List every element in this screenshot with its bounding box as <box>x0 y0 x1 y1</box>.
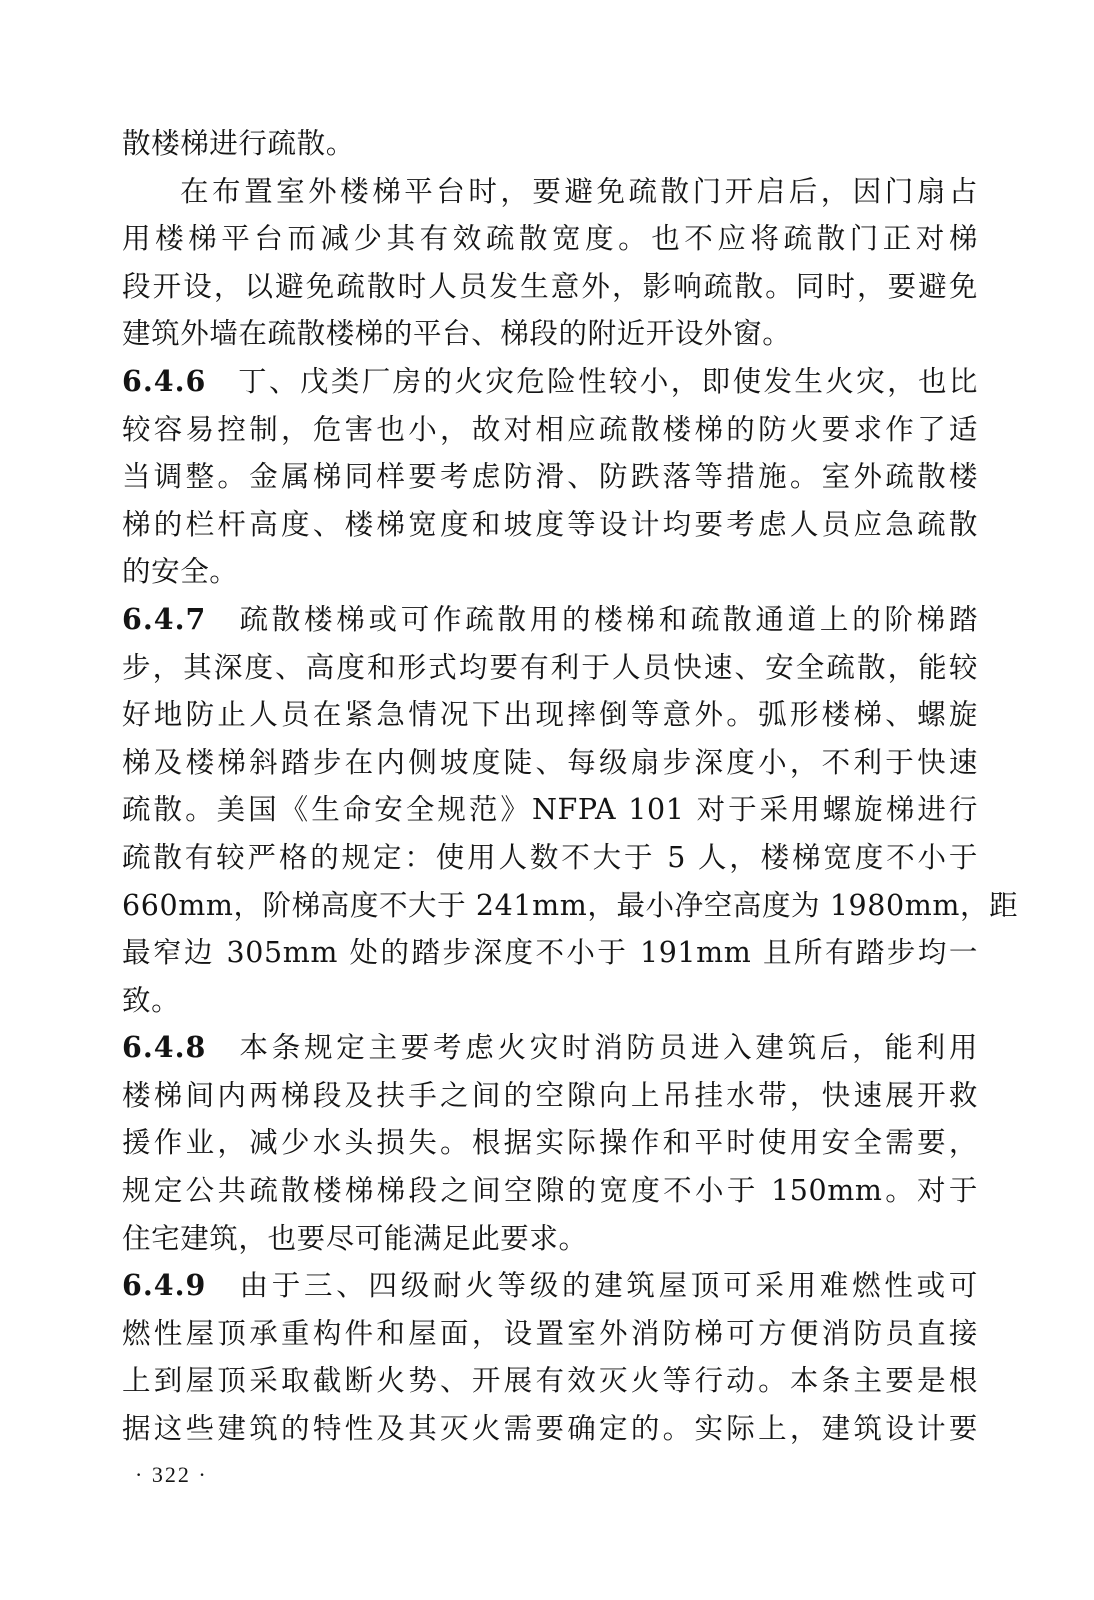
text-line: 较容易控制，危害也小，故对相应疏散楼梯的防火要求作了适 <box>122 412 978 446</box>
document-page <box>122 120 1019 1453</box>
text-line: 用楼梯平台而减少其有效疏散宽度。也不应将疏散门正对梯 <box>122 222 978 256</box>
text-line: 疏散有较严格的规定：使用人数不大于 5 人，楼梯宽度不小于 <box>122 840 978 874</box>
clause-text: 疏散楼梯或可作疏散用的楼梯和疏散通道上的阶梯踏 <box>236 602 978 636</box>
clause-text: 由于三、四级耐火等级的建筑屋顶可采用难燃性或可 <box>236 1269 978 1303</box>
text-line: 疏散。美国《生命安全规范》NFPA 101 对于采用螺旋梯进行 <box>122 793 978 827</box>
clause-6-4-9 <box>122 1262 978 1452</box>
clause-number: 6.4.7 <box>122 601 207 636</box>
paragraph-continuation <box>122 120 978 168</box>
text-line: 660mm，阶梯高度不大于 241mm，最小净空高度为 1980mm，距 <box>122 888 1019 922</box>
text-line: 致。 <box>122 983 181 1017</box>
text-line <box>122 1024 978 1072</box>
text-line: 据这些建筑的特性及其灭火需要确定的。实际上，建筑设计要 <box>122 1412 978 1446</box>
text-line: 住宅建筑，也要尽可能满足此要求。 <box>122 1221 588 1255</box>
text-line: 段开设，以避免疏散时人员发生意外，影响疏散。同时，要避免 <box>122 269 978 303</box>
text-line: 楼梯间内两梯段及扶手之间的空隙向上吊挂水带，快速展开救 <box>122 1078 978 1112</box>
text-line: 最窄边 305mm 处的踏步深度不小于 191mm 且所有踏步均一 <box>122 936 978 970</box>
clause-number: 6.4.9 <box>122 1268 207 1303</box>
text-line: 规定公共疏散楼梯梯段之间空隙的宽度不小于 150mm。对于 <box>122 1174 978 1208</box>
text-line: 援作业，减少水头损失。根据实际操作和平时使用安全需要， <box>122 1126 978 1160</box>
text-line: 梯及楼梯斜踏步在内侧坡度陡、每级扇步深度小，不利于快速 <box>122 745 978 779</box>
paragraph-outdoor-stair-platform <box>122 168 978 358</box>
clause-6-4-8 <box>122 1024 978 1262</box>
text-line: 上到屋顶采取截断火势、开展有效灭火等行动。本条主要是根 <box>122 1364 978 1398</box>
page-number: · 322 · <box>135 1462 208 1487</box>
text-line: 当调整。金属梯同样要考虑防滑、防跌落等措施。室外疏散楼 <box>122 460 978 494</box>
clause-number: 6.4.8 <box>122 1030 207 1065</box>
text-line: 梯的栏杆高度、楼梯宽度和坡度等设计均要考虑人员应急疏散 <box>122 507 978 541</box>
text-line <box>122 596 978 644</box>
text-line: 的安全。 <box>122 555 239 589</box>
text-line: 好地防止人员在紧急情况下出现摔倒等意外。弧形楼梯、螺旋 <box>122 698 978 732</box>
text-line: 散楼梯进行疏散。 <box>122 127 355 160</box>
text-line: 建筑外墙在疏散楼梯的平台、梯段的附近开设外窗。 <box>122 317 792 351</box>
clause-6-4-6 <box>122 358 978 596</box>
text-line: 在布置室外楼梯平台时，要避免疏散门开启后，因门扇占 <box>180 174 978 208</box>
text-line: 步，其深度、高度和形式均要有利于人员快速、安全疏散，能较 <box>122 650 978 684</box>
clause-6-4-7 <box>122 596 1019 1024</box>
text-line: 燃性屋顶承重构件和屋面，设置室外消防梯可方便消防员直接 <box>122 1316 978 1350</box>
clause-text: 丁、戊类厂房的火灾危险性较小，即使发生火灾，也比 <box>236 364 978 398</box>
clause-number: 6.4.6 <box>122 363 207 398</box>
clause-text: 本条规定主要考虑火灾时消防员进入建筑后，能利用 <box>236 1031 978 1065</box>
text-line <box>122 358 978 406</box>
text-line <box>122 1262 978 1310</box>
